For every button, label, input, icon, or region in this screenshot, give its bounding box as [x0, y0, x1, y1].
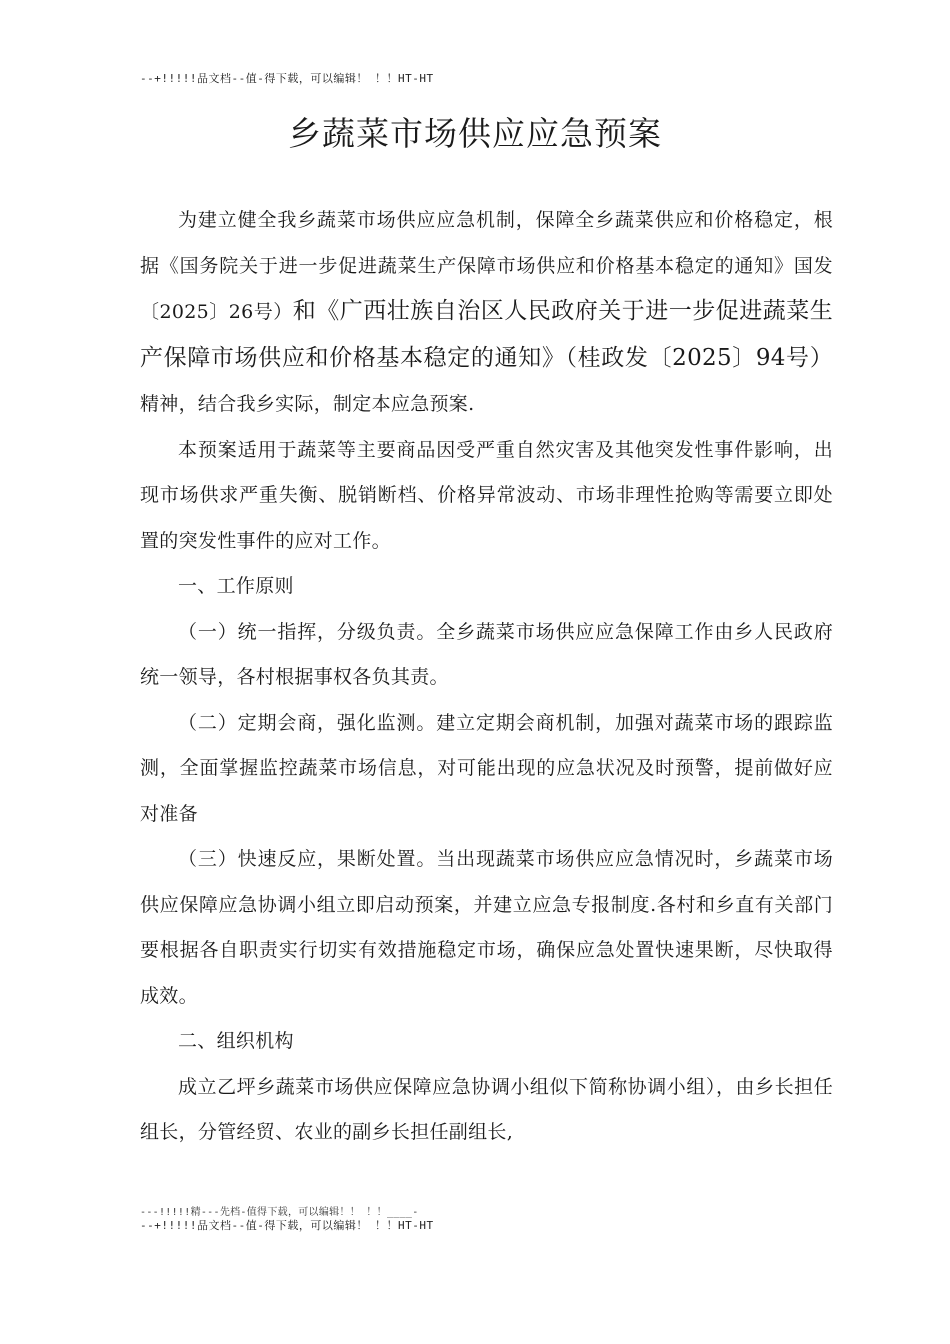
header-note: --+!!!!!品文档--值-得下载，可以编辑！ ！！HT-HT	[140, 72, 434, 85]
paragraph-intro-part3: 精神，结合我乡实际，制定本应急预案.	[140, 393, 475, 415]
section-heading-organization: 二、组织机构	[178, 1030, 294, 1052]
footer-note-2: --+!!!!!品文档--值-得下载，可以编辑！ ！！HT-HT	[140, 1219, 434, 1232]
paragraph-scope: 本预案适用于蔬菜等主要商品因受严重自然灾害及其他突发性事件影响，出现市场供求严重失衡、脱销断档、价格异常波动、市场非理性抢购等需要立即处置的突发性事件的应对工作。	[140, 438, 833, 552]
paragraph-principle-1: （一）统一指挥，分级负责。全乡蔬菜市场供应应急保障工作由乡人民政府统一领导，各村根据事权各负其责。	[140, 620, 833, 688]
paragraph-intro-part1: 为建立健全我乡蔬菜市场供应应急机制，保障全乡蔬菜供应和价格稳定，根据《国务院关于进一步促进蔬菜生产保障市场供应和价格基本稳定的通知》国发〔2025〕26号）	[140, 209, 833, 323]
section-heading-principles: 一、工作原则	[178, 575, 294, 597]
paragraph-intro-part2: 和《广西壮族自治区人民政府关于进一步促进蔬菜生产保障市场供应和价格基本稳定的通知》（桂政发〔2025〕94号）	[140, 298, 834, 371]
document-title: 乡蔬菜市场供应应急预案	[288, 114, 662, 153]
document-body	[140, 198, 833, 1156]
paragraph-principle-3: （三）快速反应，果断处置。当出现蔬菜市场供应应急情况时，乡蔬菜市场供应保障应急协调小组立即启动预案，并建立应急专报制度.各村和乡直有关部门要根据各自职责实行切实有效措施稳定市场，确保应急处置快速果断，尽快取得成效。	[140, 848, 833, 1007]
footer-note-1: ---!!!!!精---先档-值得下载，可以编辑！！ ！！____-	[140, 1207, 419, 1218]
paragraph-organization: 成立乙坪乡蔬菜市场供应保障应急协调小组似下简称协调小组），由乡长担任组长，分管经贸、农业的副乡长担任副组长,	[140, 1075, 833, 1143]
paragraph-intro	[140, 198, 833, 428]
paragraph-principle-2: （二）定期会商，强化监测。建立定期会商机制，加强对蔬菜市场的跟踪监测，全面掌握监控蔬菜市场信息，对可能出现的应急状况及时预警，提前做好应对准备	[140, 711, 833, 825]
